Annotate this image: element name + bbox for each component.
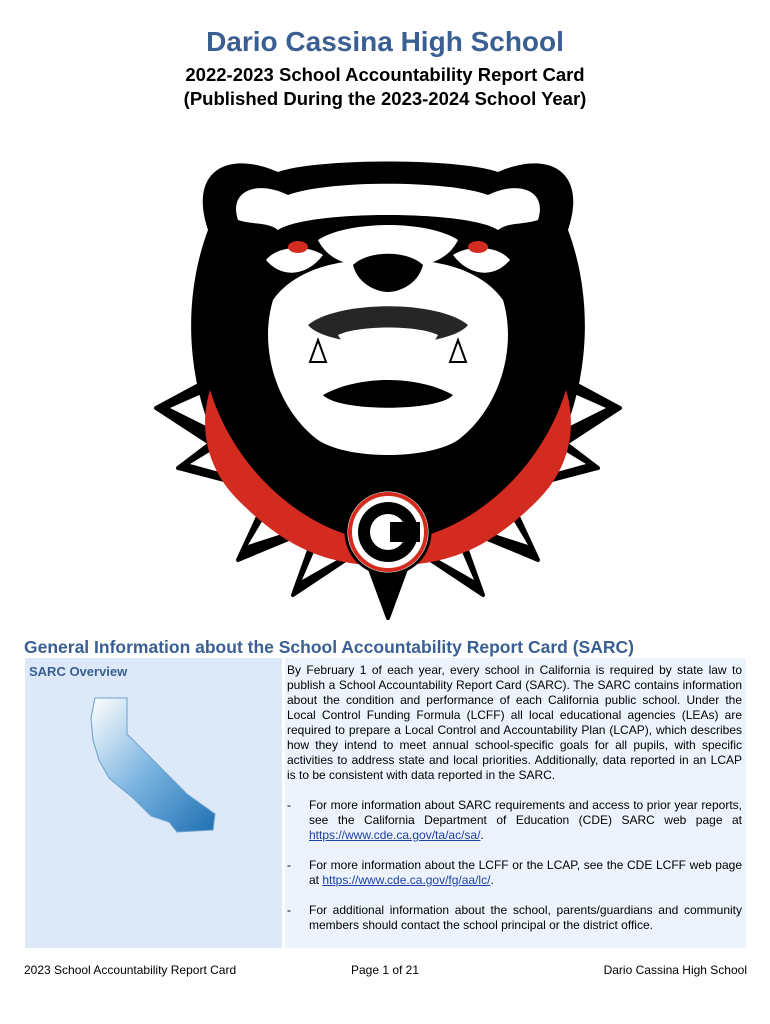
published-subtitle: (Published During the 2023-2024 School Year) <box>183 88 587 109</box>
sarc-web-page-link[interactable]: https://www.cde.ca.gov/ta/ac/sa/ <box>309 828 481 842</box>
bulldog-mascot-icon <box>148 150 628 620</box>
bullet-dash: - <box>287 858 291 872</box>
school-title: Dario Cassina High School <box>206 26 564 57</box>
lcff-web-page-link[interactable]: https://www.cde.ca.gov/fg/aa/lc/ <box>322 873 491 887</box>
bullet-text: For more information about the LCFF or the LCAP, see the CDE LCFF web page at <box>309 858 742 887</box>
california-map-icon <box>89 696 219 836</box>
bullet-text: For additional information about the school, parents/guardians and community members should contact the school principal or the district office. <box>309 903 742 932</box>
footer-report-name: 2023 School Accountability Report Card <box>24 963 237 977</box>
report-subtitle: 2022-2023 School Accountability Report Card <box>185 64 585 85</box>
general-info-heading: General Information about the School Accountability Report Card (SARC) <box>24 637 634 657</box>
sarc-overview-text-panel <box>285 658 746 948</box>
footer-school-name: Dario Cassina High School <box>603 963 747 977</box>
bullet-suffix: . <box>480 828 484 842</box>
sarc-overview-paragraph: By February 1 of each year, every school in California is required by state law to publish a School Accountability Report Card (SARC). The SARC contains information about the condition and performance of each California public school. Under the Local Control Funding Formula (LCFF) all local educational agencies (LEAs) are required to prepare a Local Control and Accountability Plan (LCAP), which describes how they intend to meet annual school-specific goals for all pupils, with specific activities to address state and local priorities. Additionally, data reported in an LCAP is to be consistent with data reported in the SARC. <box>287 663 742 782</box>
bullet-dash: - <box>287 903 291 917</box>
bullet-dash: - <box>287 798 291 812</box>
sarc-overview-label: SARC Overview <box>29 664 128 679</box>
bullet-text: For more information about SARC requirements and access to prior year reports, see the California Department of Education (CDE) SARC web page at <box>309 798 742 827</box>
footer-page-number: Page 1 of 21 <box>350 963 420 977</box>
bullet-suffix: . <box>490 873 494 887</box>
sarc-overview-panel <box>25 658 282 948</box>
